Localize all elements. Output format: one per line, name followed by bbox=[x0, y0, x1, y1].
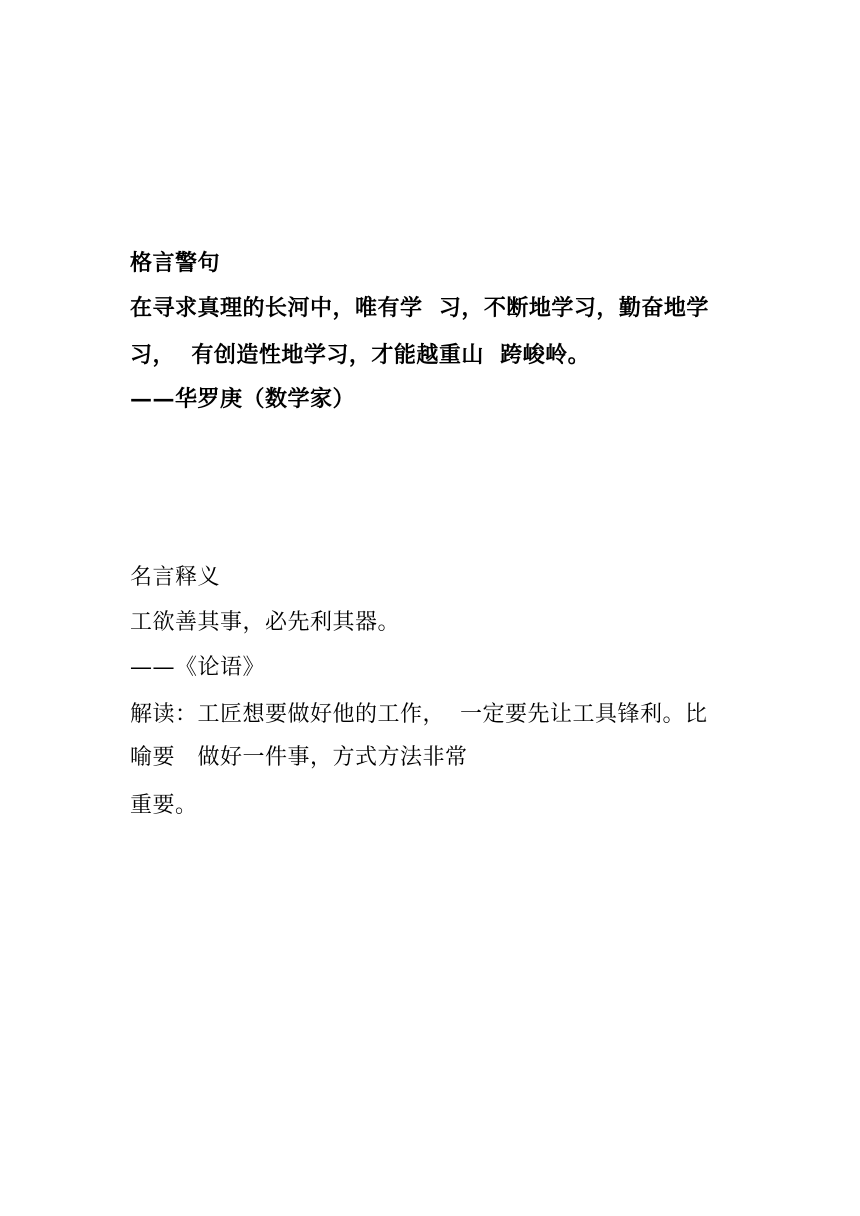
quote-attribution: ——华罗庚（数学家） bbox=[130, 386, 356, 412]
explanation-line-2: 喻要 做好一件事，方式方法非常 bbox=[130, 745, 468, 770]
quote-line-2: 习， 有创造性地学习，才能越重山 跨峻岭。 bbox=[130, 342, 591, 368]
explanation-line-1: 解读：工匠想要做好他的工作， 一定要先让工具锋利。比 bbox=[130, 702, 708, 727]
section-title-maxims: 格言警句 bbox=[130, 250, 221, 276]
explanation-line-3: 重要。 bbox=[130, 793, 198, 818]
saying-attribution: ——《论语》 bbox=[130, 655, 266, 680]
section-title-explanation: 名言释义 bbox=[130, 565, 221, 590]
saying-text: 工欲善其事，必先利其器。 bbox=[130, 610, 401, 635]
quote-line-1: 在寻求真理的长河中，唯有学 习，不断地学习，勤奋地学 bbox=[130, 295, 709, 321]
